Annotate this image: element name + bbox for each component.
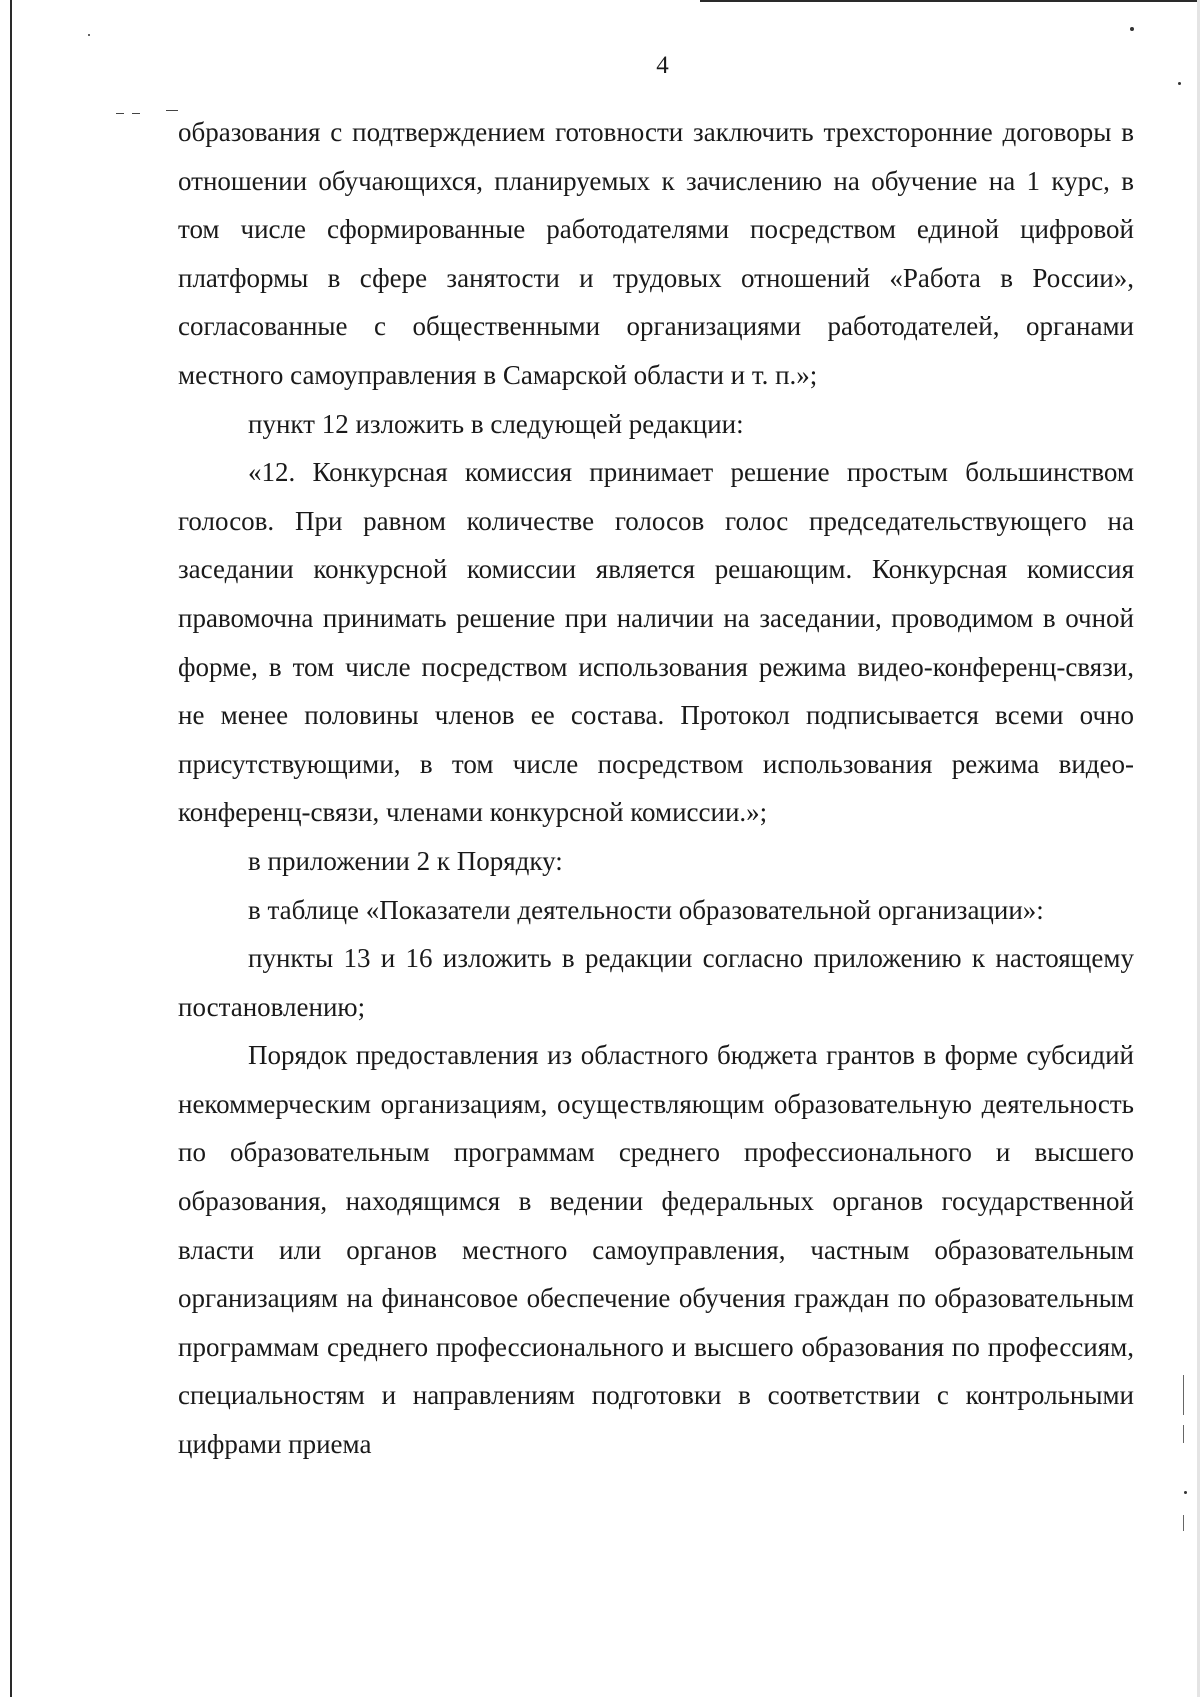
scan-speck xyxy=(88,34,90,36)
paragraph-continuation: образования с подтверждением готовности заключить трехсторонние договоры в отношении обучающихся, планируемых к зачислению на обучение на 1 курс, в том числе сформированные работодателями посредством единой цифровой платформы в сфере занятости и трудовых отношений «Работа в России», согласованные с общественными организациями работодателей, органами местного самоуправления в Самарской области и т. п.»; xyxy=(178,117,1134,390)
paragraph-item-12-text: «12. Конкурсная комиссия принимает решение простым большинством голосов. При равном количестве голосов голос председательствующего на заседании конкурсной комиссии является решающим. Конкурсная комиссия правомочна принимать решение при наличии на заседании, проводимом в очной форме, в том числе посредством использования режима видео-конференц-связи, не менее половины членов ее состава. Протокол подписывается всеми очно присутствующими, в том числе посредством использования режима видео-конференц-связи, членами конкурсной комиссии.»; xyxy=(178,457,1134,828)
scan-dash-mark xyxy=(132,113,140,114)
scan-edge-left xyxy=(10,0,12,1697)
paragraph-appendix-2: в приложении 2 к Порядку: xyxy=(248,845,563,876)
scan-vertical-mark xyxy=(1183,1375,1184,1415)
scan-dash-mark xyxy=(166,110,178,111)
scan-dash-mark xyxy=(116,113,124,114)
paragraph-procedure: Порядок предоставления из областного бюджета грантов в форме субсидий некоммерческим организациям, осуществляющим образовательную деятельность по образовательным программам среднего профессионального и высшего образования, находящимся в ведении федеральных органов государственной власти или органов местного самоуправления, частным образовательным организациям на финансовое обеспечение обучения граждан по образовательным программам среднего профессионального и высшего образования по профессиям, специальностям и направлениям подготовки в соответствии с контрольными цифрами приема xyxy=(178,1040,1134,1460)
scan-speck xyxy=(1130,27,1134,31)
paragraph-table-reference: в таблице «Показатели деятельности образовательной организации»: xyxy=(248,894,1044,925)
paragraph-items-13-16: пункты 13 и 16 изложить в редакции согласно приложению к настоящему постановлению; xyxy=(178,943,1134,1022)
paragraph-item-12-intro: пункт 12 изложить в следующей редакции: xyxy=(248,408,744,439)
scan-speck xyxy=(1184,1491,1187,1494)
page-number: 4 xyxy=(656,52,669,79)
scan-edge-top xyxy=(700,0,1200,2)
scan-vertical-mark xyxy=(1183,1425,1184,1443)
document-body xyxy=(178,108,1134,1469)
scan-speck xyxy=(1178,82,1181,85)
scan-vertical-mark xyxy=(1183,1515,1184,1531)
